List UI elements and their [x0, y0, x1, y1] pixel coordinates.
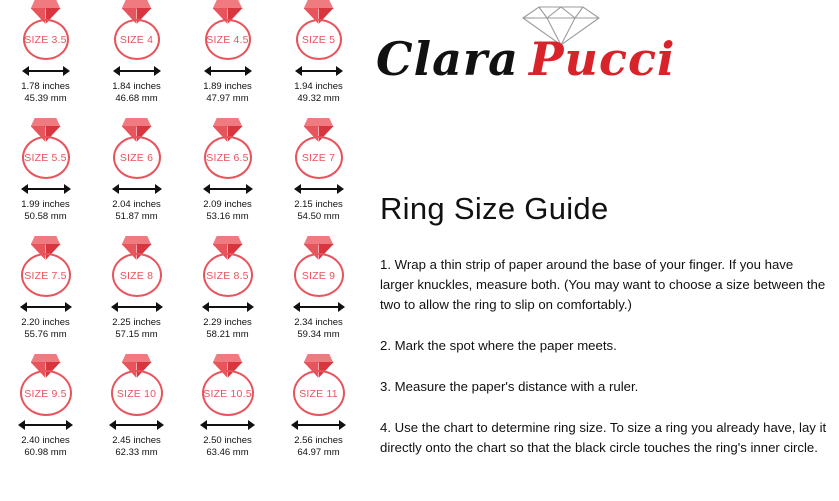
ring-size-label: SIZE 4.5 — [206, 34, 249, 46]
ring-size-mm: 62.33 mm — [115, 447, 158, 458]
ring-illustration — [104, 118, 170, 180]
measure-arrow-icon — [293, 302, 345, 312]
ring-illustration — [104, 236, 170, 298]
ring-measurements — [182, 199, 273, 223]
measure-arrow-icon — [200, 420, 255, 430]
ring-size-cell[interactable] — [273, 0, 364, 118]
page-title: Ring Size Guide — [380, 191, 609, 226]
ring-illustration — [104, 0, 170, 62]
ring-measurements — [0, 81, 91, 105]
ring-size-cell[interactable] — [0, 118, 91, 236]
measure-arrow-icon — [113, 66, 161, 76]
measure-arrow-icon — [109, 420, 164, 430]
ring-illustration — [286, 354, 352, 416]
chart-row — [0, 118, 364, 236]
ring-size-inches: 1.94 inches — [294, 81, 343, 92]
ring-size-label: SIZE 11 — [299, 388, 338, 400]
ring-measurements — [91, 199, 182, 223]
guide-panel — [366, 0, 839, 501]
ring-illustration — [104, 354, 170, 416]
ring-size-label: SIZE 10 — [116, 388, 157, 400]
ring-size-mm: 59.34 mm — [297, 329, 340, 340]
ring-size-cell[interactable] — [182, 354, 273, 472]
ring-illustration — [13, 236, 79, 298]
ring-size-mm: 55.76 mm — [24, 329, 67, 340]
ring-size-inches: 2.04 inches — [112, 199, 161, 210]
ring-size-mm: 47.97 mm — [206, 93, 249, 104]
ring-size-label: SIZE 5.5 — [24, 152, 67, 164]
ring-size-label: SIZE 6.5 — [206, 152, 249, 164]
ring-size-inches: 2.56 inches — [294, 435, 343, 446]
ring-size-cell[interactable] — [91, 118, 182, 236]
ring-size-label: SIZE 10.5 — [203, 388, 252, 400]
guide-step-1: 1. Wrap a thin strip of paper around the base of your finger. If you have larger knuckles, measure both. (You may want to choose a size between the two to allow the ring to slip on comfortably.) — [380, 257, 826, 312]
ring-size-cell[interactable] — [182, 0, 273, 118]
measure-arrow-icon — [202, 302, 254, 312]
measure-arrow-icon — [18, 420, 73, 430]
ring-size-mm: 51.87 mm — [115, 211, 158, 222]
ring-size-inches: 1.84 inches — [112, 81, 161, 92]
ring-size-label: SIZE 5 — [301, 34, 336, 46]
ring-measurements — [273, 81, 364, 105]
ring-size-mm: 63.46 mm — [206, 447, 249, 458]
ring-measurements — [273, 435, 364, 459]
ring-measurements — [182, 317, 273, 341]
measure-arrow-icon — [111, 302, 163, 312]
ring-illustration — [195, 118, 261, 180]
ring-size-mm: 60.98 mm — [24, 447, 67, 458]
ring-measurements — [91, 81, 182, 105]
ring-illustration — [13, 118, 79, 180]
ring-size-label: SIZE 4 — [119, 34, 154, 46]
ring-size-mm: 50.58 mm — [24, 211, 67, 222]
ring-size-inches: 2.29 inches — [203, 317, 252, 328]
ring-size-mm: 64.97 mm — [297, 447, 340, 458]
ring-illustration — [195, 354, 261, 416]
ring-size-cell[interactable] — [91, 236, 182, 354]
ring-size-mm: 54.50 mm — [297, 211, 340, 222]
ring-size-mm: 53.16 mm — [206, 211, 249, 222]
ring-size-cell[interactable] — [273, 118, 364, 236]
ring-size-mm: 45.39 mm — [24, 93, 67, 104]
ring-size-mm: 49.32 mm — [297, 93, 340, 104]
ring-size-inches: 2.40 inches — [21, 435, 70, 446]
ring-size-label: SIZE 3.5 — [24, 34, 67, 46]
chart-row — [0, 236, 364, 354]
ring-illustration — [286, 0, 352, 62]
ring-measurements — [182, 435, 273, 459]
ring-size-mm: 46.68 mm — [115, 93, 158, 104]
ring-illustration — [195, 0, 261, 62]
ring-size-inches: 2.45 inches — [112, 435, 161, 446]
ring-size-chart — [0, 0, 364, 501]
ring-size-cell[interactable] — [182, 236, 273, 354]
ring-illustration — [13, 0, 79, 62]
ring-measurements — [0, 435, 91, 459]
chart-row — [0, 354, 364, 472]
guide-step-3: 3. Measure the paper's distance with a ruler. — [380, 379, 639, 394]
ring-illustration — [286, 236, 352, 298]
ring-size-inches: 1.89 inches — [203, 81, 252, 92]
ring-size-inches: 1.78 inches — [21, 81, 70, 92]
ring-size-cell[interactable] — [273, 236, 364, 354]
ring-size-cell[interactable] — [273, 354, 364, 472]
ring-measurements — [0, 199, 91, 223]
measure-arrow-icon — [22, 66, 70, 76]
ring-measurements — [273, 317, 364, 341]
ring-measurements — [91, 317, 182, 341]
measure-arrow-icon — [204, 66, 252, 76]
ring-measurements — [0, 317, 91, 341]
brand-name-second: Pucci — [528, 32, 676, 86]
ring-size-cell[interactable] — [182, 118, 273, 236]
measure-arrow-icon — [20, 302, 72, 312]
measure-arrow-icon — [295, 66, 343, 76]
ring-measurements — [273, 199, 364, 223]
ring-size-label: SIZE 8 — [119, 270, 154, 282]
ring-illustration — [13, 354, 79, 416]
ring-size-inches: 2.15 inches — [294, 199, 343, 210]
ring-size-cell[interactable] — [0, 0, 91, 118]
ring-size-label: SIZE 8.5 — [206, 270, 249, 282]
ring-size-inches: 2.25 inches — [112, 317, 161, 328]
ring-size-label: SIZE 9 — [301, 270, 336, 282]
measure-arrow-icon — [294, 184, 344, 194]
brand-name-first: Clara — [376, 32, 519, 86]
brand-wordmark — [376, 32, 776, 96]
guide-step-2: 2. Mark the spot where the paper meets. — [380, 338, 617, 353]
ring-size-label: SIZE 6 — [119, 152, 154, 164]
ring-size-mm: 58.21 mm — [206, 329, 249, 340]
ring-size-inches: 2.50 inches — [203, 435, 252, 446]
ring-size-inches: 2.34 inches — [294, 317, 343, 328]
ring-illustration — [195, 236, 261, 298]
measure-arrow-icon — [291, 420, 346, 430]
ring-illustration — [286, 118, 352, 180]
measure-arrow-icon — [112, 184, 162, 194]
ring-size-label: SIZE 7 — [301, 152, 336, 164]
ring-size-label: SIZE 7.5 — [24, 270, 67, 282]
ring-size-mm: 57.15 mm — [115, 329, 158, 340]
ring-measurements — [91, 435, 182, 459]
ring-size-cell[interactable] — [0, 236, 91, 354]
measure-arrow-icon — [203, 184, 253, 194]
ring-measurements — [182, 81, 273, 105]
measure-arrow-icon — [21, 184, 71, 194]
ring-size-cell[interactable] — [91, 354, 182, 472]
ring-size-inches: 2.20 inches — [21, 317, 70, 328]
ring-size-inches: 2.09 inches — [203, 199, 252, 210]
brand-logo — [376, 4, 776, 96]
ring-size-cell[interactable] — [91, 0, 182, 118]
ring-size-inches: 1.99 inches — [21, 199, 70, 210]
ring-size-cell[interactable] — [0, 354, 91, 472]
ring-size-label: SIZE 9.5 — [24, 388, 67, 400]
chart-row — [0, 0, 364, 118]
guide-step-4: 4. Use the chart to determine ring size. To size a ring you already have, lay it directly onto the chart so that the black circle touches the ring's inner circle. — [380, 420, 827, 455]
